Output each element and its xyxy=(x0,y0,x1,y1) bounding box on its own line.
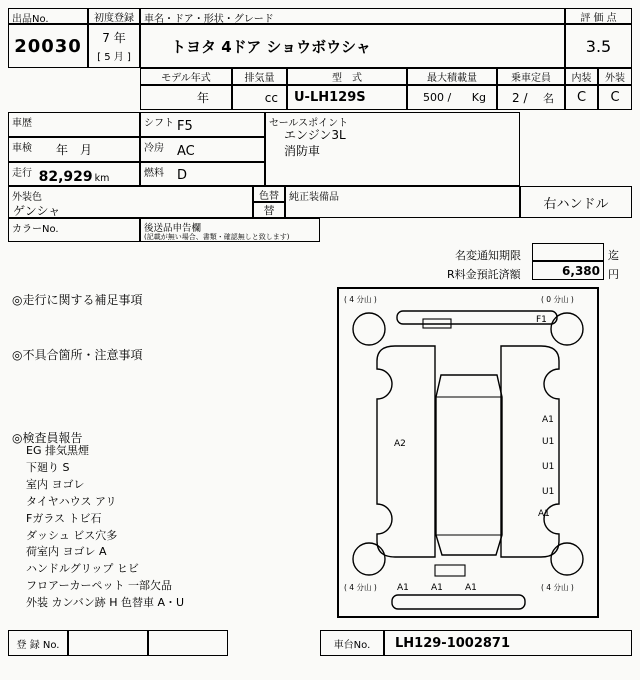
vehicle-name-header-cell xyxy=(140,8,565,24)
fuel-cell xyxy=(140,162,265,186)
chassis-no-value: LH129-1002871 xyxy=(395,635,511,651)
inspection-label: 車検 xyxy=(12,143,32,154)
later-items-label: 後送品申告欄 xyxy=(144,223,202,234)
history-cell xyxy=(8,112,140,137)
damage-mark-rear-2: A1 xyxy=(431,583,443,593)
registration-no-label-cell xyxy=(8,630,68,656)
mileage-label: 走行 xyxy=(12,168,32,179)
capacity-label: 乗車定員 xyxy=(511,73,551,84)
equipment-cell xyxy=(285,186,520,218)
color-change-cell xyxy=(253,202,285,218)
displacement-header-cell xyxy=(232,68,287,85)
model-code-value: U-LH129S xyxy=(294,90,366,105)
later-items-cell xyxy=(140,218,320,242)
right-handle-cell xyxy=(520,186,632,218)
registration-no-label: 登 録 No. xyxy=(16,639,60,651)
exhibit-no-label: 出品No. xyxy=(12,14,49,25)
inspector-report-list xyxy=(26,443,326,612)
sales-point-cell xyxy=(265,112,520,186)
sales-point-line-2: 消防車 xyxy=(284,144,321,158)
exterior-grade-cell xyxy=(598,85,632,110)
car-diagram-svg xyxy=(339,289,597,616)
aircon-cell xyxy=(140,137,265,162)
sales-point-line-1: エンジン3L xyxy=(284,128,346,142)
max-load-header-cell xyxy=(407,68,497,85)
exterior-color-label: 外装色 xyxy=(12,192,42,203)
max-load-unit: Kg xyxy=(471,91,486,104)
exterior-color-value: ゲンシャ xyxy=(13,204,61,218)
max-load-cell xyxy=(407,85,497,110)
front-bumper-shape xyxy=(397,311,557,324)
exterior-color-cell xyxy=(8,186,253,218)
mileage-value: 82,929 xyxy=(38,169,93,185)
report-item: ダッシュ ビス穴多 xyxy=(26,528,118,542)
displacement-cell xyxy=(232,85,287,110)
model-year-header-cell xyxy=(140,68,232,85)
displacement-label: 排気量 xyxy=(244,73,275,84)
score-header-cell xyxy=(565,8,632,24)
rear-plate-shape xyxy=(435,565,465,576)
model-code-label: 型 式 xyxy=(332,73,362,84)
exterior-grade-value: C xyxy=(610,90,620,105)
color-no-cell xyxy=(8,218,140,242)
color-no-label: カラーNo. xyxy=(12,224,59,235)
model-code-header-cell xyxy=(287,68,407,85)
later-items-note: (記載が無い場合、書類・確認無しと致します) xyxy=(144,233,290,241)
score-cell xyxy=(565,24,632,68)
registration-no-box-2 xyxy=(148,630,228,656)
sales-point-label: セールスポイント xyxy=(269,118,349,129)
name-change-deadline-label: 名変通知期限 xyxy=(455,249,521,262)
report-item: 下廻り S xyxy=(26,460,70,474)
first-registration-year: 7 年 xyxy=(102,31,126,45)
aircon-label: 冷房 xyxy=(144,143,164,154)
damage-mark-left-side: A2 xyxy=(394,439,406,449)
first-registration-cell xyxy=(88,24,140,68)
chassis-no-label: 車台No. xyxy=(333,639,371,651)
inspection-value: 年 月 xyxy=(55,143,92,157)
first-registration-month: [ 5 月 ] xyxy=(97,52,131,63)
damage-mark-right-3: U1 xyxy=(542,462,555,472)
tire-mark-rear-left: ( 4 分山 ) xyxy=(344,583,377,592)
damage-mark-rear-3: A1 xyxy=(465,583,477,593)
capacity-cell xyxy=(497,85,565,110)
mileage-cell xyxy=(8,162,140,186)
recycle-fee-label: R料金預託済額 xyxy=(447,268,521,281)
report-item: EG 排気黒煙 xyxy=(26,444,89,457)
first-registration-header-cell xyxy=(88,8,140,24)
rear-bumper-shape xyxy=(392,595,525,609)
interior-grade-cell xyxy=(565,85,598,110)
defects-heading: ◎不具合箇所・注意事項 xyxy=(12,348,143,362)
exhibit-no-cell xyxy=(8,24,88,68)
report-item: ハンドルグリップ ヒビ xyxy=(26,562,139,576)
capacity-header-cell xyxy=(497,68,565,85)
body-shape xyxy=(436,375,502,555)
interior-grade-label: 内装 xyxy=(571,73,592,84)
tire-mark-rear-right: ( 4 分山 ) xyxy=(541,583,574,592)
tire-mark-front-left: ( 4 分山 ) xyxy=(344,295,377,304)
chassis-no-cell xyxy=(384,630,632,656)
model-year-label: モデル年式 xyxy=(161,73,211,84)
vehicle-name-cell xyxy=(140,24,565,68)
interior-grade-header-cell xyxy=(565,68,598,85)
chassis-no-label-cell xyxy=(320,630,384,656)
tire-mark-front-right: ( 0 分山 ) xyxy=(541,295,574,304)
max-load-label: 最大積載量 xyxy=(427,73,477,84)
wheel-rear-left-icon xyxy=(353,543,385,575)
left-side-panel-shape xyxy=(377,346,435,557)
report-item: タイヤハウス アリ xyxy=(26,494,117,508)
damage-mark-rear-1: A1 xyxy=(397,583,409,593)
capacity-value: 2 / xyxy=(512,90,528,105)
capacity-unit: 名 xyxy=(543,91,554,105)
damage-mark-front: F1 xyxy=(536,315,547,325)
vehicle-name-label: 車名・ドア・形状・グレード xyxy=(144,14,274,25)
fuel-label: 燃料 xyxy=(144,168,164,179)
color-change-value: 替 xyxy=(263,204,275,217)
vehicle-name-value: トヨタ 4ドア ショウボウシャ xyxy=(171,37,371,56)
report-item: Fガラス トビ石 xyxy=(26,511,102,525)
color-change-header-cell xyxy=(253,186,285,202)
right-handle-badge: 右ハンドル xyxy=(543,196,609,212)
damage-mark-right-1: A1 xyxy=(542,415,554,425)
exterior-grade-header-cell xyxy=(598,68,632,85)
model-year-value: 年 xyxy=(196,91,209,105)
model-year-cell xyxy=(140,85,232,110)
displacement-value: cc xyxy=(264,90,278,105)
damage-mark-right-5: A1 xyxy=(538,509,550,519)
damage-mark-right-4: U1 xyxy=(542,487,555,497)
report-item: 荷室内 ヨゴレ A xyxy=(26,545,107,559)
recycle-fee-unit: 円 xyxy=(608,268,619,281)
score-value: 3.5 xyxy=(585,36,612,56)
interior-grade-value: C xyxy=(576,90,587,105)
wheel-rear-right-icon xyxy=(551,543,583,575)
right-side-panel-shape xyxy=(501,346,559,557)
exhibit-no-header-cell xyxy=(8,8,88,24)
report-item: 外装 カンバン跡 H 色替車 A・U xyxy=(26,596,185,610)
name-change-deadline-suffix: 迄 xyxy=(608,249,619,262)
inspection-cell xyxy=(8,137,140,162)
shift-label: シフト xyxy=(144,118,174,129)
report-item: フロアーカーペット 一部欠品 xyxy=(26,579,172,593)
equipment-label: 純正装備品 xyxy=(289,192,339,203)
inspector-report-heading: ◎検査員報告 xyxy=(12,431,83,445)
first-registration-label: 初度登録 xyxy=(94,12,134,24)
aircon-value: AC xyxy=(177,144,195,159)
name-change-deadline-box xyxy=(532,243,604,261)
report-item: 室内 ヨゴレ xyxy=(26,477,85,491)
car-diagram xyxy=(337,287,599,618)
damage-mark-right-2: U1 xyxy=(542,437,555,447)
history-label: 車歴 xyxy=(12,118,32,129)
mileage-notes-heading: ◎走行に関する補足事項 xyxy=(12,293,143,307)
max-load-value: 500 / xyxy=(423,91,452,104)
registration-no-box-1 xyxy=(68,630,148,656)
mileage-unit: km xyxy=(94,173,110,184)
exterior-grade-label: 外装 xyxy=(605,73,625,84)
shift-value: F5 xyxy=(177,119,193,134)
shift-cell xyxy=(140,112,265,137)
color-change-label: 色替 xyxy=(259,190,279,202)
wheel-front-right-icon xyxy=(551,313,583,345)
wheel-front-left-icon xyxy=(353,313,385,345)
recycle-fee-box xyxy=(532,261,604,280)
exhibit-no-value: 20030 xyxy=(14,35,82,57)
fuel-value: D xyxy=(177,168,188,183)
model-code-cell xyxy=(287,85,407,110)
score-label: 評 価 点 xyxy=(580,12,617,24)
recycle-fee-value: 6,380 xyxy=(562,263,600,278)
